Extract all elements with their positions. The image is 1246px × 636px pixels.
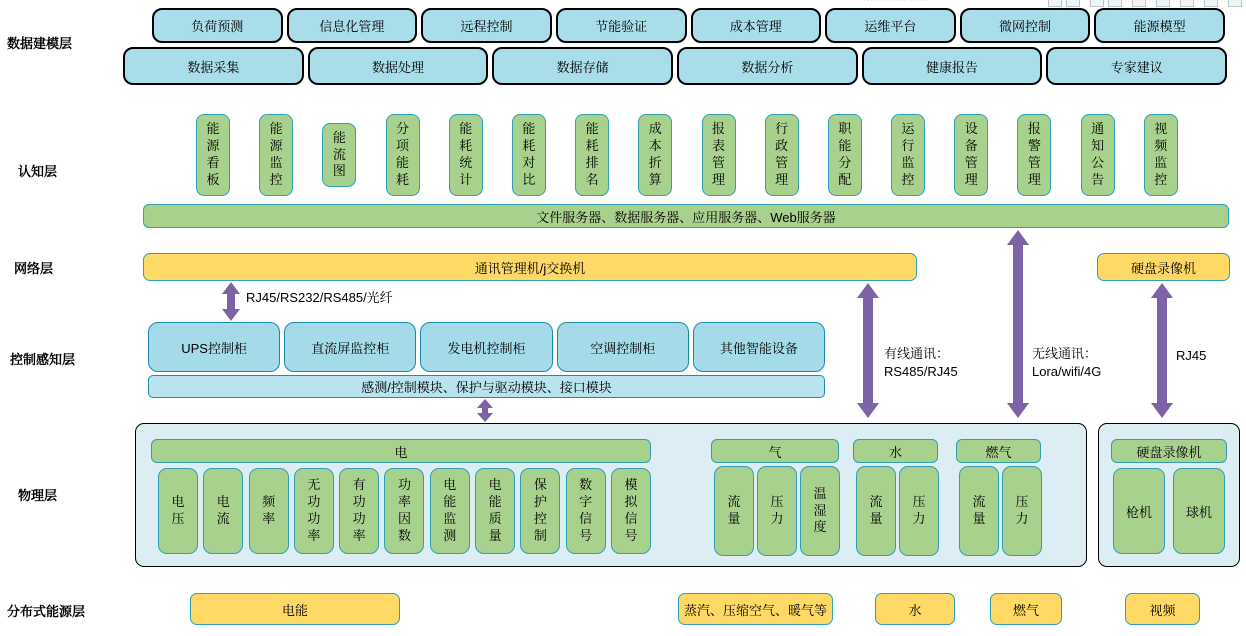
layer-label-control: 控制感知层 [10,352,76,367]
cognition-app-box: 分项能耗 [386,114,420,196]
cognition-app-box: 能耗统计 [449,114,483,196]
cognition-app-box: 视频监控 [1144,114,1178,196]
camera-box: 球机 [1173,468,1225,554]
water-items [856,466,939,556]
cognition-app-box: 能源监控 [259,114,293,196]
nvr-network-box: 硬盘录像机 [1097,253,1230,281]
app-module-row-1 [152,8,1225,43]
source-water: 水 [875,593,955,625]
cognition-app-box: 职能分配 [828,114,862,196]
module-box: 微网控制 [960,8,1091,43]
fuel-gas-items [959,466,1042,556]
source-electric: 电能 [190,593,400,625]
source-video: 视频 [1125,593,1200,625]
layer-label-cognition: 认知层 [18,164,58,179]
sensor-box: 电压 [158,468,198,554]
cognition-app-box: 能耗对比 [512,114,546,196]
sensor-box: 电能监测 [430,468,470,554]
cognition-app-box: 运行监控 [891,114,925,196]
arrow-comm-to-cabinets [222,282,240,321]
layer-label-network: 网络层 [14,261,54,276]
layer-label-distributed: 分布式能源层 [7,604,86,619]
sensor-box: 数字信号 [566,468,606,554]
label-wireless: 无线通讯： Lora/wifi/4G [1032,346,1102,380]
sensor-box: 电流 [203,468,243,554]
module-box: 节能验证 [556,8,687,43]
cognition-app-box: 报表管理 [702,114,736,196]
camera-box: 枪机 [1113,468,1165,554]
sensor-box: 压力 [757,466,797,556]
label-wired: 有线通讯： RS485/RJ45 [884,346,958,380]
group-header-nvr: 硬盘录像机 [1111,439,1227,463]
arrow-modules-to-physical [477,399,493,422]
sensor-box: 流量 [856,466,896,556]
cabinet-box: 直流屏监控柜 [284,322,416,372]
comm-manager-bar: 通讯管理机/j交换机 [143,253,917,281]
cabinet-box: 空调控制柜 [557,322,689,372]
arrow-wireless [1007,230,1029,418]
sensor-box: 无功功率 [294,468,334,554]
sensor-box: 温湿度 [800,466,840,556]
source-steam: 蒸汽、压缩空气、暖气等 [678,593,833,625]
module-box: 负荷预测 [152,8,283,43]
sensing-module-bar: 感测/控制模块、保护与驱动模块、接口模块 [148,375,825,398]
cognition-app-box: 行政管理 [765,114,799,196]
sensor-box: 流量 [959,466,999,556]
module-box: 健康报告 [862,47,1043,85]
module-box: 能源模型 [1094,8,1225,43]
sensor-box: 频率 [249,468,289,554]
arrow-nvr-link [1151,283,1173,418]
cognition-app-box: 能耗排名 [575,114,609,196]
group-header-gas: 气 [711,439,839,463]
module-box: 数据采集 [123,47,304,85]
module-box: 数据分析 [677,47,858,85]
group-header-water: 水 [853,439,938,463]
cognition-app-box: 通知公告 [1081,114,1115,196]
group-header-electric: 电 [151,439,651,463]
sensor-box: 功率因数 [384,468,424,554]
sensor-box: 压力 [899,466,939,556]
module-box: 专家建议 [1046,47,1227,85]
module-box: 信息化管理 [287,8,418,43]
label-comm-protocols: RJ45/RS232/RS485/光纤 [246,290,393,305]
sensor-box: 模拟信号 [611,468,651,554]
cognition-app-box: 能源看板 [196,114,230,196]
cognition-app-row [196,113,1178,197]
physical-layer-container [135,423,1087,567]
electric-items [158,468,651,554]
cognition-app-box: 成本折算 [638,114,672,196]
sensor-box: 电能质量 [475,468,515,554]
cognition-app-box: 能流图 [322,123,356,188]
cognition-app-box: 报警管理 [1017,114,1051,196]
layer-label-data-modeling: 数据建模层 [7,36,73,51]
label-nvr-rj45: RJ45 [1176,348,1207,363]
sensor-box: 压力 [1002,466,1042,556]
sensor-box: 流量 [714,466,754,556]
cabinet-box: UPS控制柜 [148,322,280,372]
nvr-container [1098,423,1240,567]
module-box: 数据存储 [492,47,673,85]
control-cabinet-row [148,322,825,372]
gas-items [714,466,840,556]
arrow-wired [857,283,879,418]
camera-items [1113,468,1225,554]
sensor-box: 有功功率 [339,468,379,554]
cabinet-box: 其他智能设备 [693,322,825,372]
source-fuel-gas: 燃气 [990,593,1062,625]
layer-label-physical: 物理层 [18,488,58,503]
clipped-text-artifact: ········ ····· ······ [860,0,930,4]
module-box: 数据处理 [308,47,489,85]
module-box: 成本管理 [691,8,822,43]
data-pipeline-row [123,47,1227,85]
server-bar: 文件服务器、数据服务器、应用服务器、Web服务器 [143,204,1229,228]
module-box: 远程控制 [421,8,552,43]
cabinet-box: 发电机控制柜 [420,322,552,372]
sensor-box: 保护控制 [520,468,560,554]
module-box: 运维平台 [825,8,956,43]
group-header-fuel-gas: 燃气 [956,439,1041,463]
cognition-app-box: 设备管理 [954,114,988,196]
